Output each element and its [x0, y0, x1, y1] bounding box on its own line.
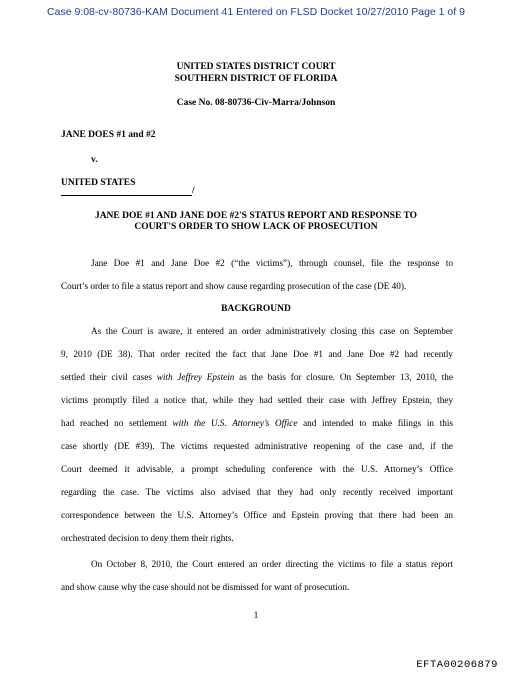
- court-name: UNITED STATES DISTRICT COURT: [176, 62, 336, 72]
- final-line: and show cause why the case should not be dismissed for want of prosecution.: [61, 582, 350, 592]
- versus: v.: [91, 155, 98, 165]
- background-line: 9, 2010 (DE 38). That order recited the fact that Jane Doe #1 and Jane Doe #2 had recently: [61, 349, 453, 359]
- intro-line: Jane Doe #1 and Jane Doe #2 (“the victims”), through counsel, file the response to: [91, 258, 453, 268]
- caption-underline: [61, 186, 195, 196]
- final-paragraph: [61, 553, 453, 599]
- background-paragraph: [61, 320, 453, 550]
- docket-stamp-header: Case 9:08-cv-80736-KAM Document 41 Entered on FLSD Docket 10/27/2010 Page 1 of 9: [47, 6, 465, 18]
- background-line: orchestrated decision to deny them their rights.: [61, 533, 234, 543]
- intro-paragraph: [61, 252, 453, 298]
- caption-slash: /: [192, 186, 195, 196]
- court-district: SOUTHERN DISTRICT OF FLORIDA: [174, 74, 338, 84]
- background-line: case shortly (DE #39). The victims requested administrative reopening of the case and, if the: [61, 441, 453, 451]
- text-run: settled their civil cases: [61, 372, 157, 382]
- document-title-line1: JANE DOE #1 AND JANE DOE #2'S STATUS REPORT AND RESPONSE TO: [94, 211, 418, 221]
- background-line: [61, 366, 453, 389]
- text-run: and intended to make filings in this: [297, 418, 453, 428]
- bates-number: EFTA00206879: [416, 659, 498, 671]
- background-line: Court deemed it advisable, a prompt scheduling conference with the U.S. Attorney’s Office: [61, 464, 453, 474]
- background-line: victims promptly filed a notice that, while they had settled their case with Jeffrey Epstein, they: [61, 395, 453, 405]
- text-run: had reached no settlement: [61, 418, 173, 428]
- intro-line: Court’s order to file a status report and show cause regarding prosecution of the case (DE 40).: [61, 281, 407, 291]
- background-line: [61, 412, 453, 435]
- final-line: On October 8, 2010, the Court entered an order directing the victims to file a status report: [91, 559, 453, 569]
- document-title-line2: COURT'S ORDER TO SHOW LACK OF PROSECUTION: [134, 222, 378, 232]
- plaintiffs: JANE DOES #1 and #2: [61, 130, 156, 140]
- emphasis-usao: with the U.S. Attorney’s Office: [172, 418, 298, 428]
- defendant: UNITED STATES: [61, 178, 136, 188]
- background-line: As the Court is aware, it entered an order administratively closing this case on September: [91, 326, 453, 336]
- background-line: correspondence between the U.S. Attorney’s Office and Epstein proving that there had been an: [61, 510, 453, 520]
- background-line: regarding the case. The victims also advised that they had only recently received important: [61, 487, 453, 497]
- case-number: Case No. 08-80736-Civ-Marra/Johnson: [176, 98, 336, 108]
- emphasis-epstein: with Jeffrey Epstein: [156, 372, 235, 382]
- page-number: 1: [253, 611, 259, 621]
- caption-line: [61, 186, 192, 196]
- text-run: as the basis for closure. On September 13, 2010, the: [234, 372, 453, 382]
- section-heading: BACKGROUND: [221, 304, 291, 314]
